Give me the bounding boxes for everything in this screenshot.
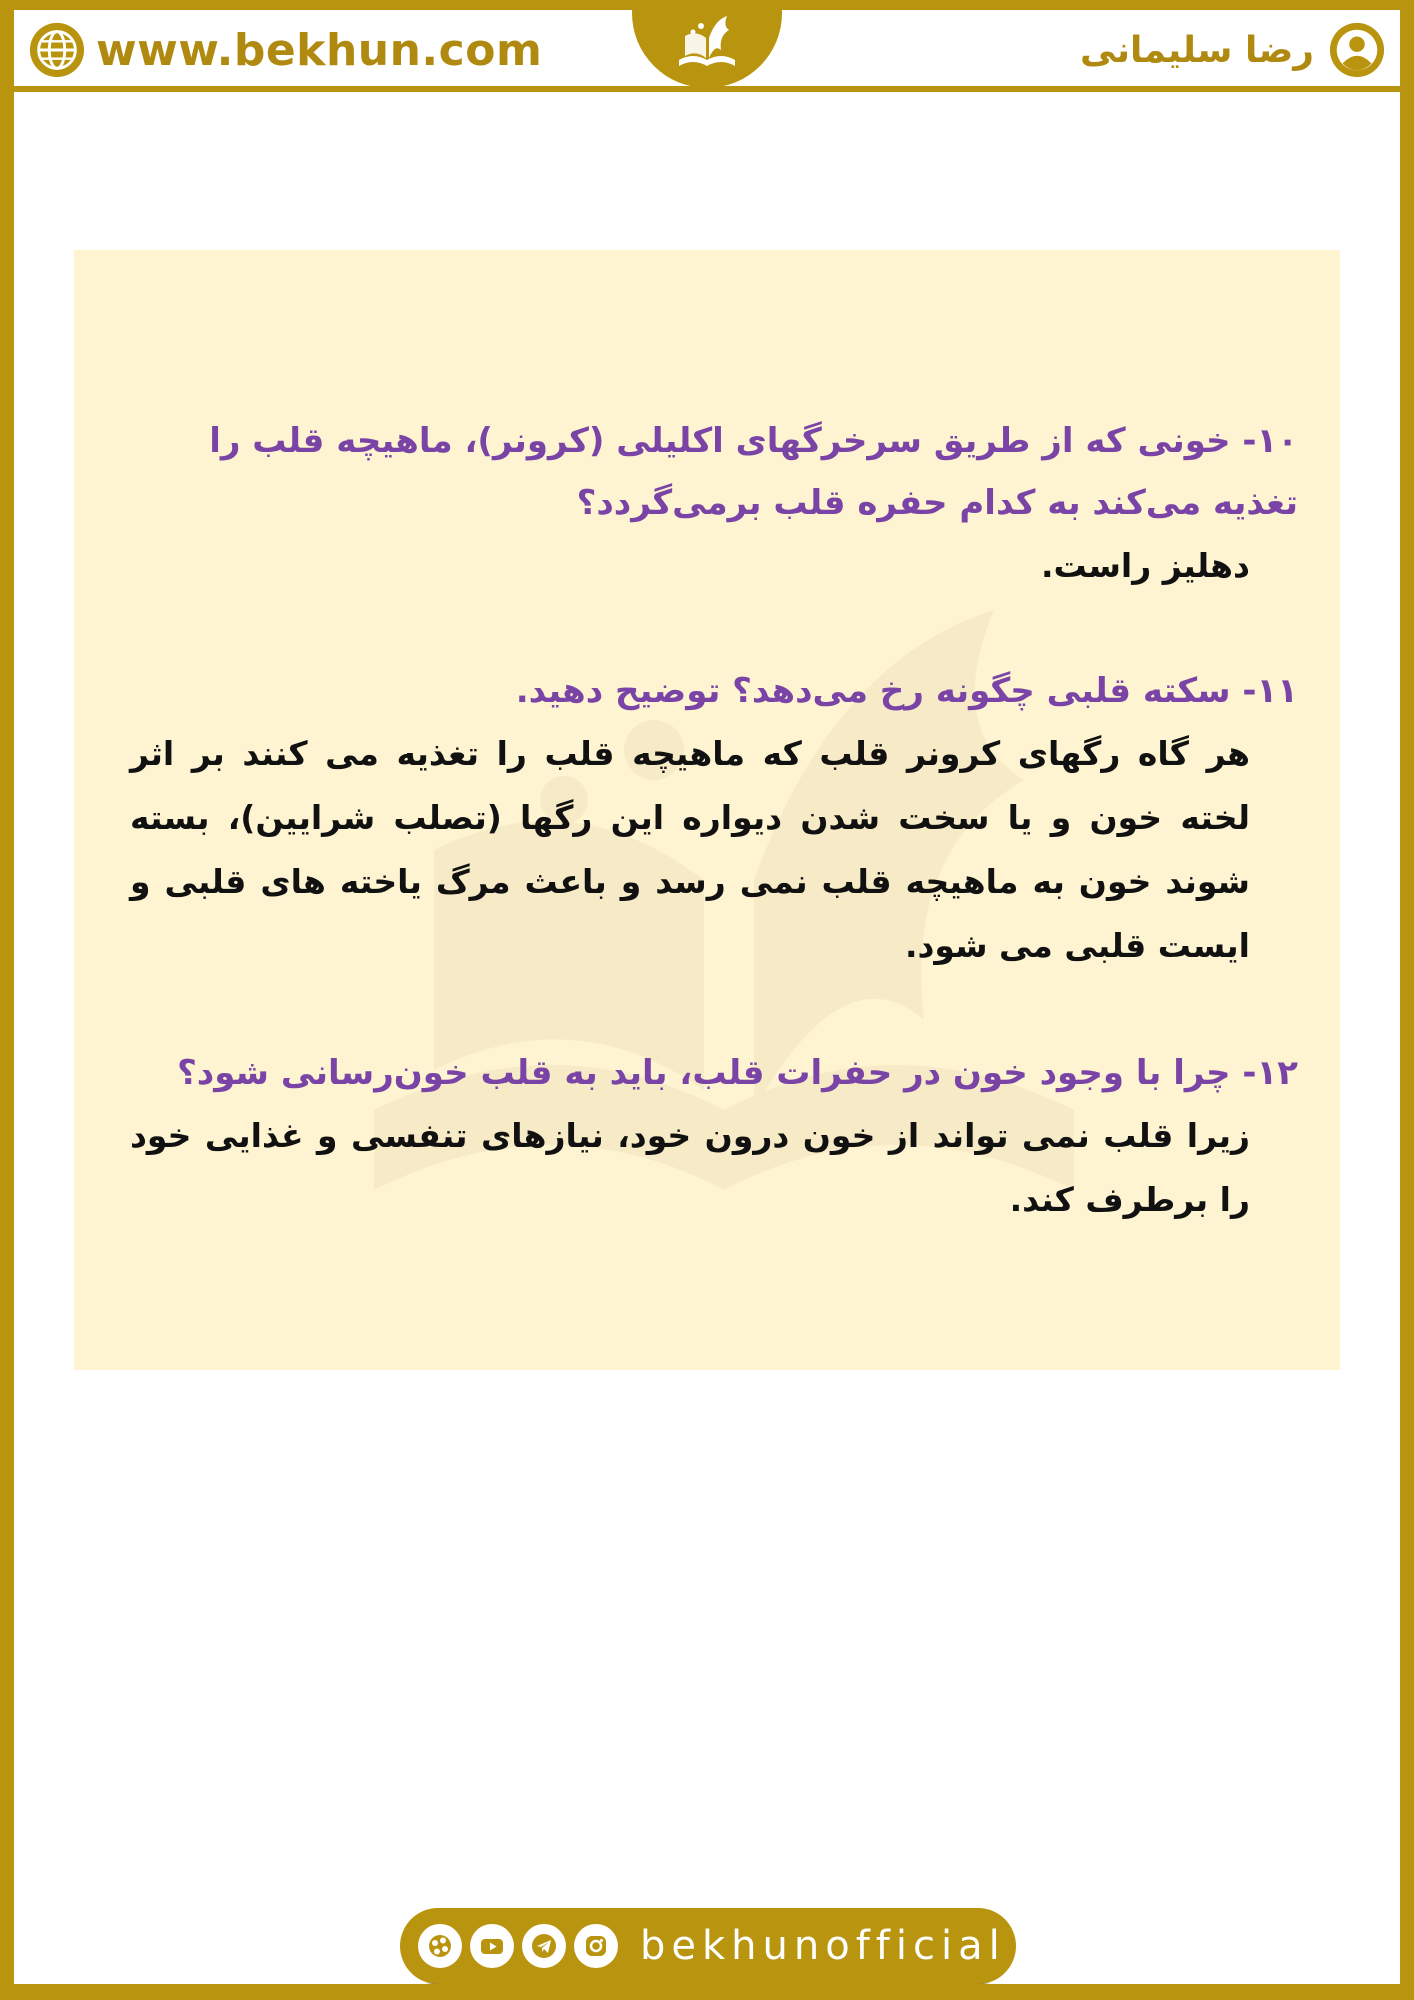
- question-11: ۱۱- سکته قلبی چگونه رخ می‌دهد؟ توضیح دهید.: [515, 671, 1298, 711]
- question-10: ۱۰- خونی که از طریق سرخرگهای اکلیلی (کرونر)، ماهیچه قلب را تغذیه می‌کند به کدام حفره قلب برمی‌گردد؟: [209, 421, 1298, 523]
- user-icon: [1328, 21, 1386, 79]
- social-handle: bekhunofficial: [640, 1923, 1006, 1969]
- qa-item-10: [130, 410, 1298, 598]
- website-url[interactable]: www.bekhun.com: [96, 24, 543, 76]
- answer-11: هر گاه رگهای کرونر قلب که ماهیچه قلب را تغذیه می کنند بر اثر لخته خون و یا سخت شدن دیواره این رگها (تصلب شرایین)، بسته شوند خون به ماهیچه قلب نمی رسد و باعث مرگ یاخته های قلبی و ایست قلبی می شود.: [130, 734, 1250, 965]
- book-logo-icon: [665, 2, 749, 86]
- qa-item-11: [130, 660, 1298, 978]
- telegram-icon[interactable]: [522, 1924, 566, 1968]
- author-name: رضا سلیمانی: [1080, 29, 1314, 71]
- content-box: [74, 250, 1340, 1370]
- globe-icon: [28, 21, 86, 79]
- instagram-icon[interactable]: [574, 1924, 618, 1968]
- question-12: ۱۲- چرا با وجود خون در حفرات قلب، باید به قلب خون‌رسانی شود؟: [177, 1053, 1298, 1093]
- answer-10: دهلیز راست.: [1040, 546, 1250, 585]
- author: [1080, 20, 1386, 80]
- answer-12: زیرا قلب نمی تواند از خون درون خود، نیازهای تنفسی و غذایی خود را برطرف کند.: [130, 1116, 1250, 1219]
- aparat-icon[interactable]: [418, 1924, 462, 1968]
- social-footer: [400, 1908, 1016, 1984]
- youtube-icon[interactable]: [470, 1924, 514, 1968]
- qa-item-12: [130, 1042, 1298, 1232]
- website-link[interactable]: [28, 20, 542, 80]
